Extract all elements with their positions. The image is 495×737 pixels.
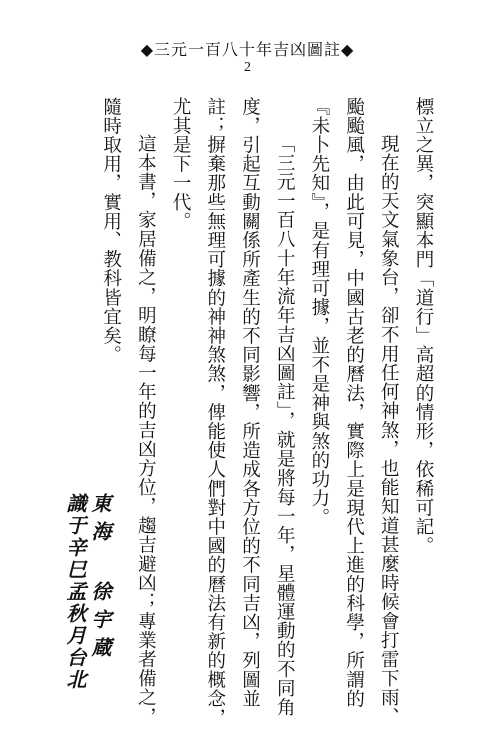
signature-name: 東海 徐宇蔵 [88, 493, 112, 665]
paragraph: 這本書，家居備之，明瞭每一年的吉凶方位，趨吉避凶；專業者備之，隨時取用，實用、教科皆宜矣。 [100, 97, 157, 727]
running-header: ◆三元一百八十年吉凶圖註◆ [140, 40, 355, 59]
paragraph: 現在的天文氣象台，卻不用任何神煞，也能知道甚麼時候會打雷下雨、颱颱風，由此可見，中國古老的曆法，實際上是現代上進的科學，所謂的『未卜先知』，是有理可據，並不是神與煞的功力。 [308, 97, 400, 727]
page-number: 2 [244, 60, 251, 75]
paragraph: 標立之異，突顯本門「道行」高超的情形，依稀可記。 [413, 97, 434, 556]
signature-dateline: 識于辛巳孟秋月台北 [63, 493, 87, 691]
author-signature [62, 493, 112, 691]
body-text [93, 97, 440, 737]
paragraph: 「三元一百八十年流年吉凶圖註」，就是將每一年，星體運動的不同角度，引起互動關係所產生的不同影響，所造成各方位的不同吉凶，列圖並註；摒棄那些無理可據的神神煞煞，俾能使人們對中國的曆法有新的概念，尤其是下一代。 [170, 97, 296, 728]
